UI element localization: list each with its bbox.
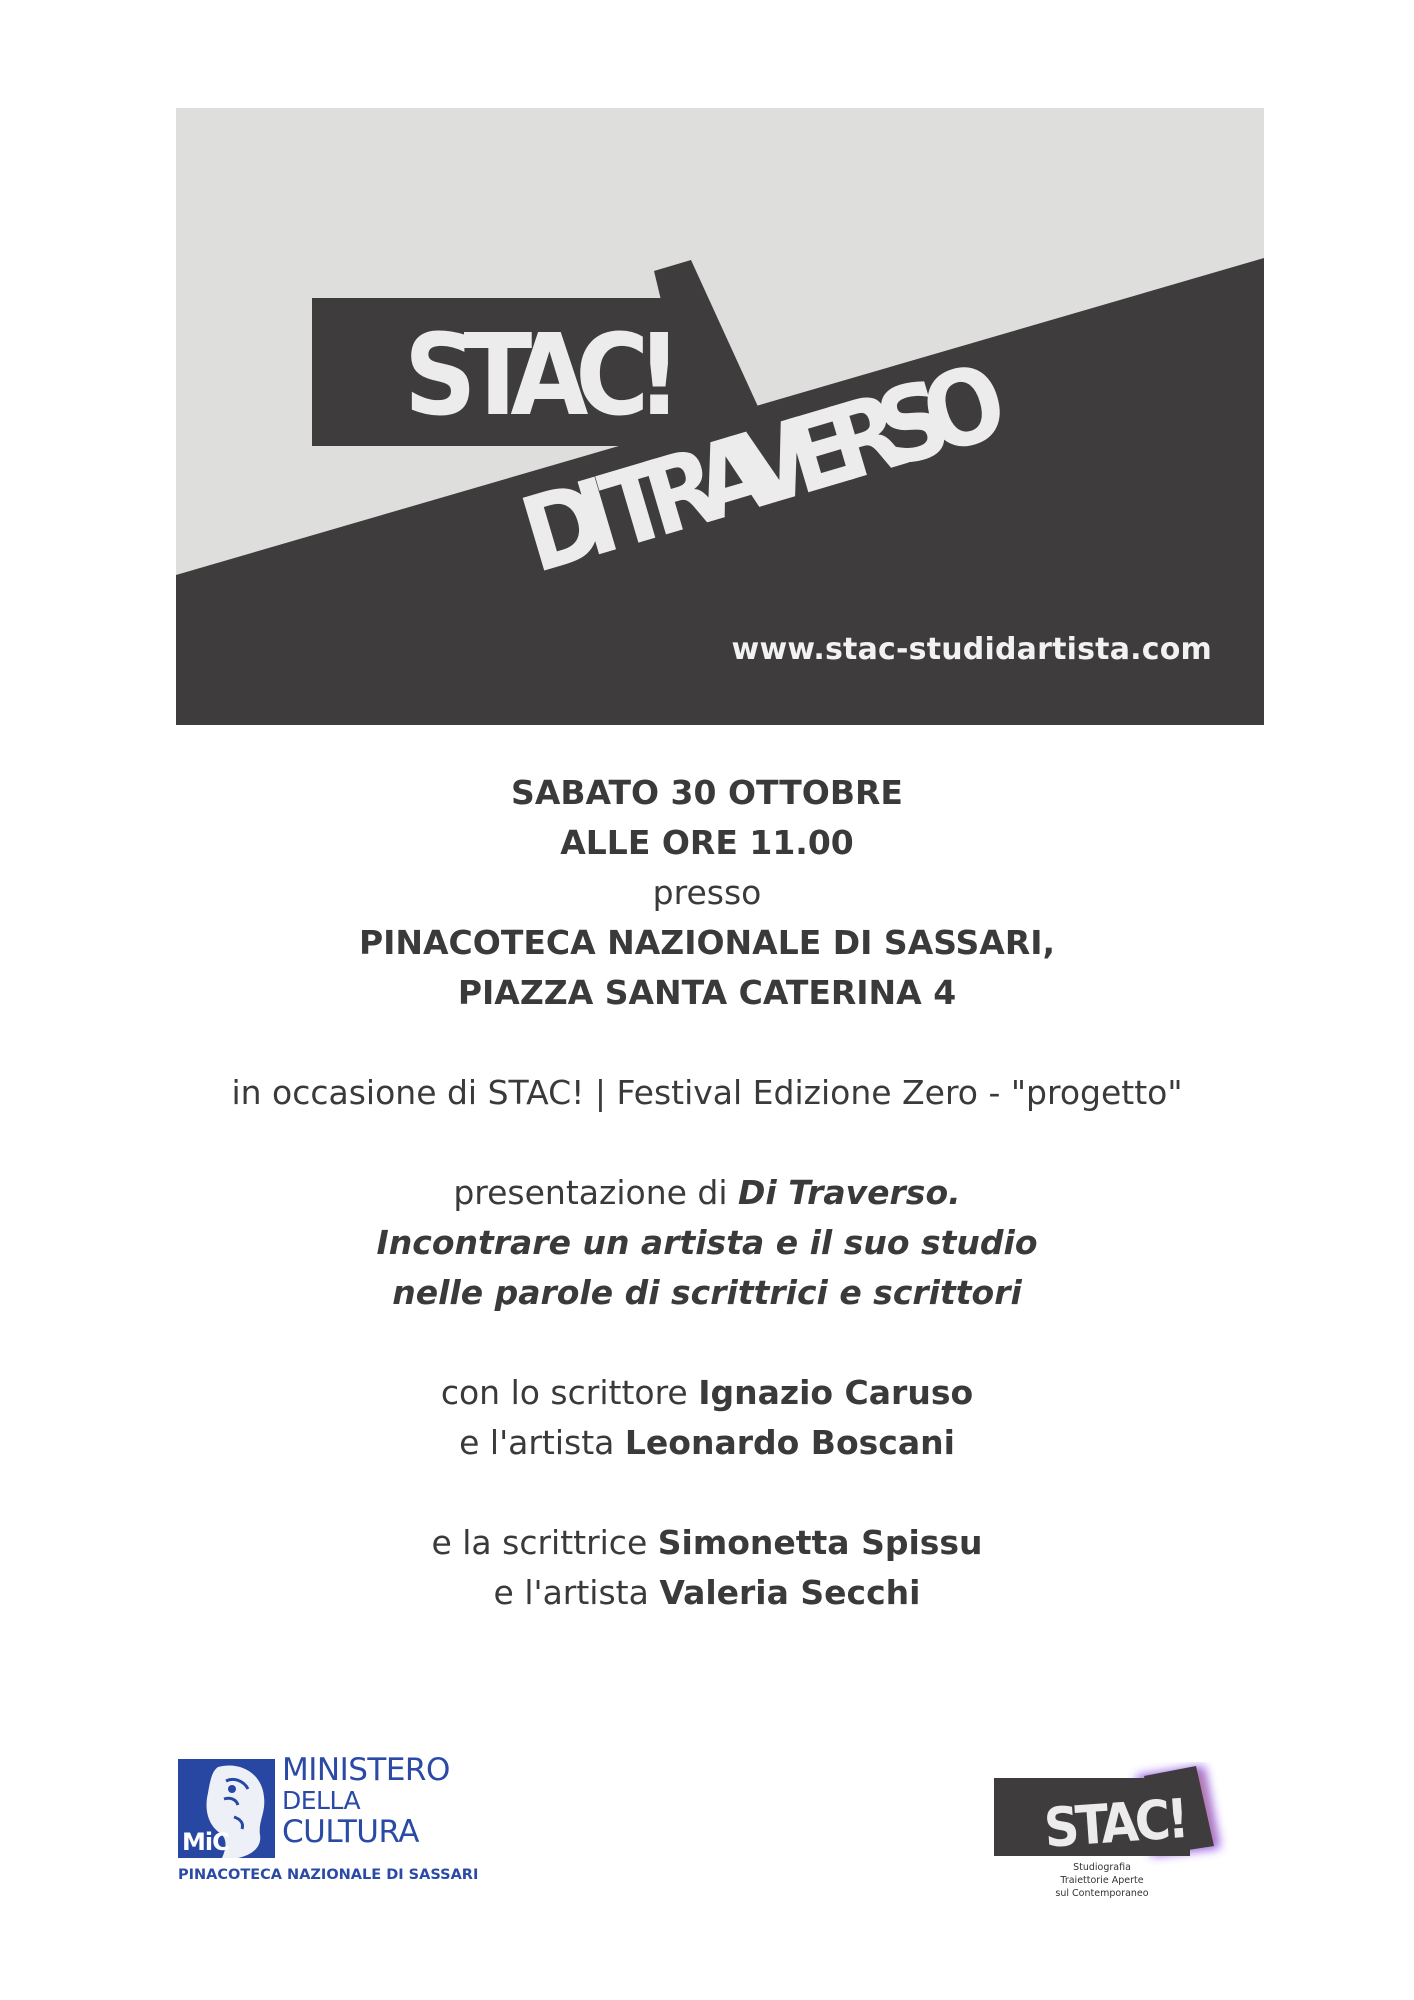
- stac-sub-line-3: sul Contemporaneo: [1055, 1888, 1149, 1899]
- ministry-line-3: CULTURA: [282, 1814, 419, 1850]
- pair2-artist-name: Valeria Secchi: [659, 1573, 921, 1612]
- event-info: [0, 768, 1414, 1618]
- stac-subtitle: [1046, 1861, 1158, 1900]
- mic-abbreviation: MiC: [182, 1828, 229, 1856]
- event-time: ALLE ORE 11.00: [560, 823, 854, 862]
- event-banner: [176, 108, 1264, 725]
- event-venue: PINACOTECA NAZIONALE DI SASSARI,: [358, 923, 1056, 962]
- event-occasion: in occasione di STAC! | Festival Edizione Zero - "progetto": [231, 1073, 1183, 1112]
- event-date: SABATO 30 OTTOBRE: [511, 773, 903, 812]
- stac-logo-text: STAC!: [1042, 1786, 1197, 1860]
- pair1-artist-line: [0, 1418, 1414, 1468]
- banner-stac-text: STAC!: [404, 311, 694, 441]
- ministry-logo: [178, 1752, 479, 1889]
- pair1-writer-prefix: con lo scrittore: [440, 1373, 699, 1412]
- ministry-subtitle: PINACOTECA NAZIONALE DI SASSARI: [178, 1867, 479, 1883]
- pair1-artist-prefix: e l'artista: [459, 1423, 625, 1462]
- presentation-line: [0, 1168, 1414, 1218]
- book-subtitle-1: Incontrare un artista e il suo studio: [376, 1223, 1038, 1262]
- ministry-line-1: MINISTERO: [282, 1752, 450, 1788]
- pair2-writer-line: [0, 1518, 1414, 1568]
- pair2-artist-line: [0, 1568, 1414, 1618]
- book-subtitle-2: nelle parole di scrittrici e scrittori: [392, 1273, 1022, 1312]
- pair1-writer-line: [0, 1368, 1414, 1418]
- stac-sub-line-2: Traiettorie Aperte: [1060, 1875, 1144, 1886]
- pair2-artist-prefix: e l'artista: [493, 1573, 660, 1612]
- stac-sub-line-1: Studiografia: [1073, 1862, 1131, 1873]
- ministry-line-2: DELLA: [282, 1786, 361, 1815]
- mic-emblem: [178, 1759, 275, 1858]
- pair1-artist-name: Leonardo Boscani: [624, 1423, 955, 1462]
- pair1-writer-name: Ignazio Caruso: [698, 1373, 974, 1412]
- event-presso: presso: [652, 873, 762, 912]
- presentation-prefix: presentazione di: [453, 1173, 739, 1212]
- event-address: PIAZZA SANTA CATERINA 4: [457, 973, 957, 1012]
- website-url[interactable]: www.stac-studidartista.com: [731, 632, 1212, 667]
- book-title: Di Traverso.: [738, 1173, 961, 1212]
- ministry-name: [282, 1753, 450, 1849]
- pair2-writer-prefix: e la scrittrice: [431, 1523, 658, 1562]
- pair2-writer-name: Simonetta Spissu: [657, 1523, 983, 1562]
- banner-ditraverso-text: DI TRAVERSO: [508, 337, 1023, 597]
